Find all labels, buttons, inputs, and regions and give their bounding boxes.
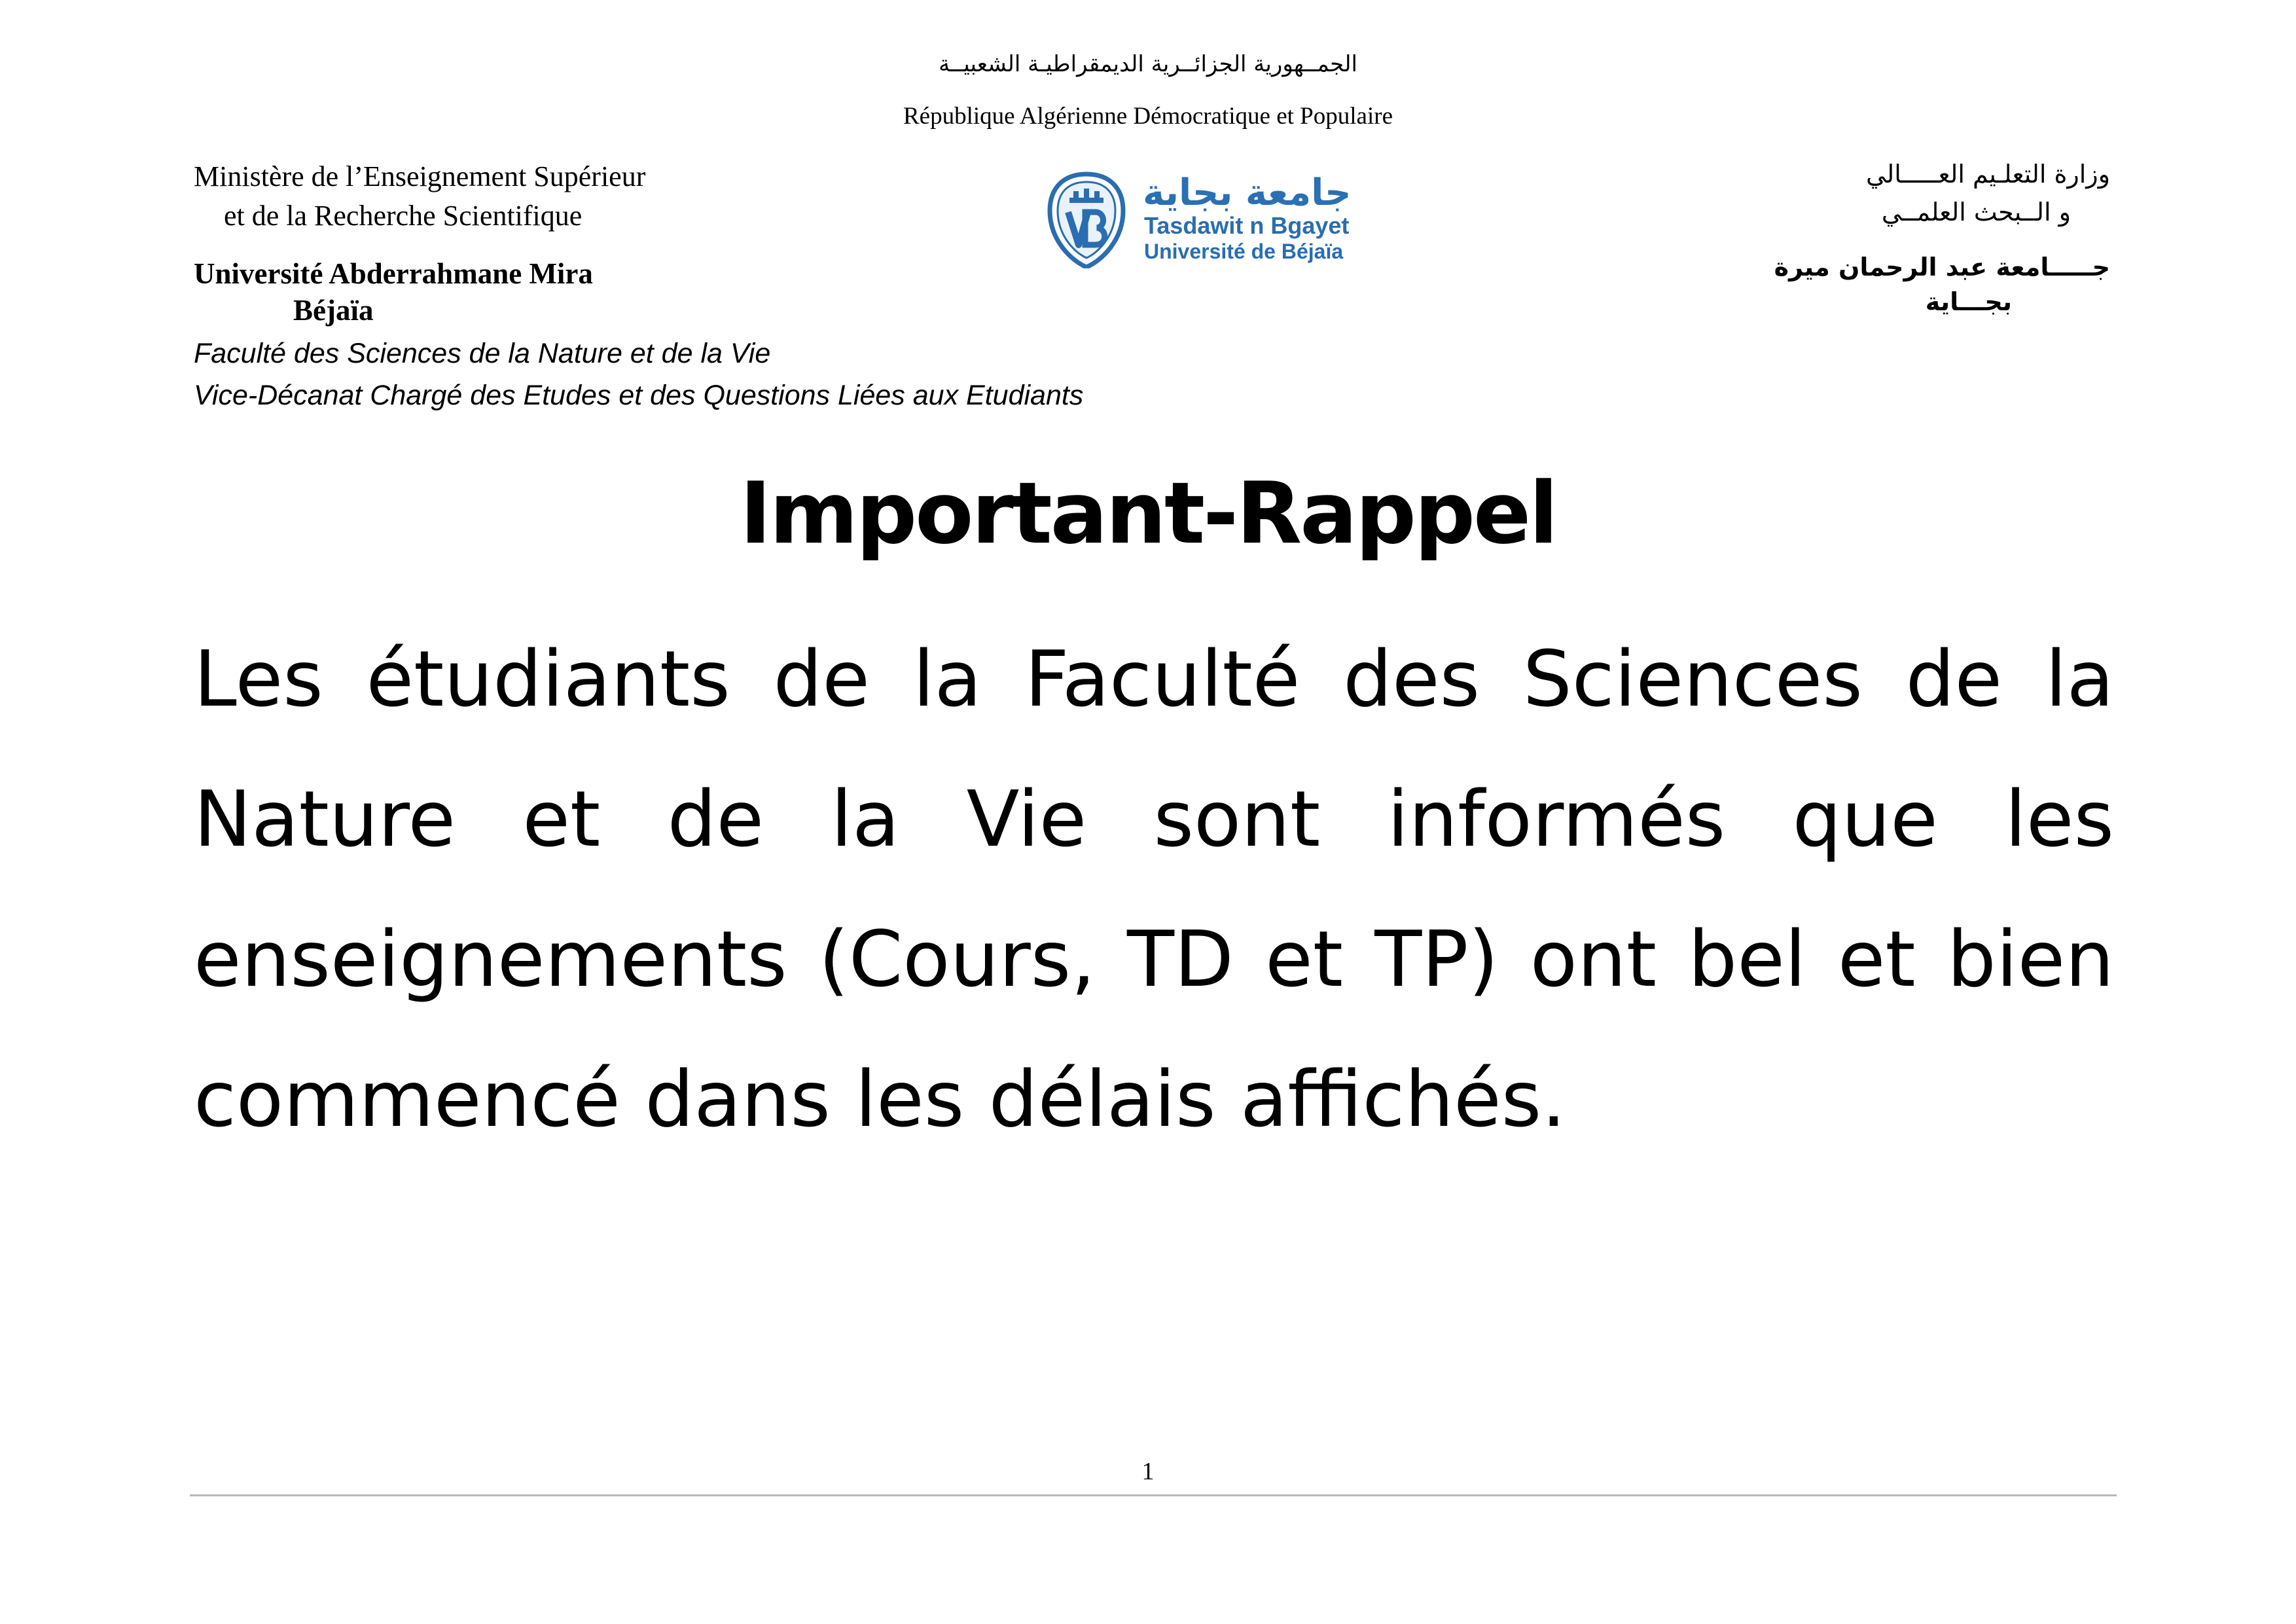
- logo-arabic-text: جامعة بجاية: [1143, 171, 1352, 214]
- notice-title: Important-Rappel: [740, 463, 1556, 563]
- faculty-block: [194, 333, 1083, 416]
- republic-title-french: République Algérienne Démocratique et Populaire: [903, 103, 1393, 130]
- ministry-line-1-arabic: وزارة التعلـيم العـــــالي: [1865, 160, 2110, 189]
- logo-kabyle-text: Tasdawit n Bgayet: [1144, 212, 1350, 239]
- footer-divider: [190, 1494, 2117, 1496]
- university-name-french: [194, 255, 645, 329]
- right-header-arabic: [1652, 154, 2110, 318]
- left-header: [194, 157, 645, 329]
- ministry-line-1: Ministère de l’Enseignement Supérieur: [194, 160, 646, 192]
- republic-title-arabic: الجمــهورية الجزائــرية الديمقراطيـة الشعبيــة: [939, 51, 1357, 77]
- ministry-line-2-arabic: و الــبحث العلمــي: [1881, 198, 2071, 226]
- page-number: 1: [1141, 1458, 1155, 1485]
- university-line-1-arabic: جـــــامعة عبد الرحمان ميرة: [1774, 253, 2110, 281]
- logo-french-text: Université de Béjaïa: [1144, 240, 1344, 263]
- university-emblem-icon: [1045, 171, 1128, 268]
- university-line-2-arabic: بجـــاية: [1925, 287, 2012, 316]
- ministry-line-2: et de la Recherche Scientifique: [224, 200, 583, 232]
- ministry-name-french: [194, 157, 645, 236]
- university-line-1: Université Abderrahmane Mira: [194, 257, 593, 290]
- vice-dean-office: Vice-Décanat Chargé des Etudes et des Questions Liées aux Etudiants: [194, 380, 1084, 411]
- notice-body: Les étudiants de la Faculté des Sciences de la Nature et de la Vie sont informés que les enseignements (Cours, TD et TP) ont bel et bien commencé dans les délais affichés.: [194, 634, 2114, 1144]
- faculty-name: Faculté des Sciences de la Nature et de la Vie: [194, 338, 771, 369]
- university-line-2: Béjaïa: [293, 294, 374, 327]
- university-logo: [1045, 171, 1352, 270]
